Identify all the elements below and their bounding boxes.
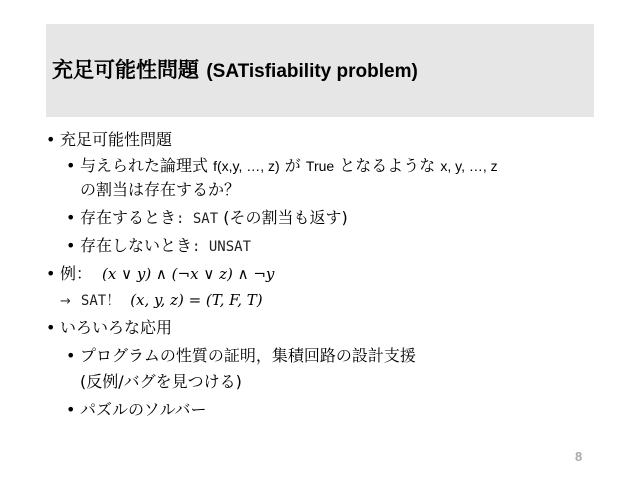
bullet-example: [46, 264, 274, 284]
sub-bullet-verification: [66, 346, 416, 366]
bullet-dot: •: [66, 400, 76, 419]
bullet-dot: •: [66, 208, 76, 227]
sat-note: (その割当も返す): [218, 208, 348, 227]
sat-text: 存在するとき: [80, 208, 177, 227]
sat-result-label: SAT！: [80, 293, 121, 309]
verification-cont-text: (反例/バグを見つける): [80, 372, 242, 391]
assignment-formula: (x, y, z) = (T, F, T): [130, 291, 263, 309]
definition-cont-text: の割当は存在するか？: [80, 180, 241, 199]
verification-text: プログラムの性質の証明，集積回路の設計支援: [80, 346, 416, 365]
definition-text-3: となるような: [334, 156, 441, 175]
bullet-dot: •: [66, 156, 76, 175]
unsat-text: 存在しないとき: [80, 236, 193, 255]
puzzle-text: パズルのソルバー: [80, 400, 207, 419]
page-number: 8: [575, 449, 583, 464]
bullet-text: 充足可能性問題: [60, 130, 173, 149]
bullet-sat-problem: [46, 130, 172, 150]
sub-bullet-unsat: [66, 236, 251, 257]
sub-bullet-definition-cont: [80, 180, 240, 200]
example-formula: (x ∨ y) ∧ (¬x ∨ z) ∧ ¬y: [102, 265, 275, 283]
unsat-code: : UNSAT: [192, 239, 252, 255]
example-result: [60, 290, 263, 312]
sub-bullet-puzzle: [66, 400, 207, 420]
sub-bullet-definition: [66, 156, 498, 176]
bullet-dot: •: [46, 318, 56, 337]
arrow-icon: →: [60, 294, 71, 309]
definition-text-2: が: [279, 156, 306, 175]
applications-text: いろいろな応用: [60, 318, 173, 337]
bullet-dot: •: [66, 236, 76, 255]
slide-title-jp: 充足可能性問題: [52, 58, 207, 82]
bullet-dot: •: [46, 130, 56, 149]
bullet-dot: •: [46, 264, 56, 283]
formula-fxyz: f(x,y, …, z): [213, 158, 280, 174]
bullet-applications: [46, 318, 172, 338]
sat-code: : SAT: [176, 211, 219, 227]
variables-list: x, y, …, z: [440, 158, 498, 174]
sub-bullet-verification-cont: [80, 372, 242, 392]
definition-text-1: 与えられた論理式: [80, 156, 214, 175]
true-literal: True: [305, 158, 335, 174]
bullet-dot: •: [66, 346, 76, 365]
slide-title-en: (SATisfiability problem): [206, 61, 418, 82]
sub-bullet-sat: [66, 208, 348, 229]
slide-title: [52, 54, 418, 84]
example-label: 例：: [60, 264, 93, 283]
